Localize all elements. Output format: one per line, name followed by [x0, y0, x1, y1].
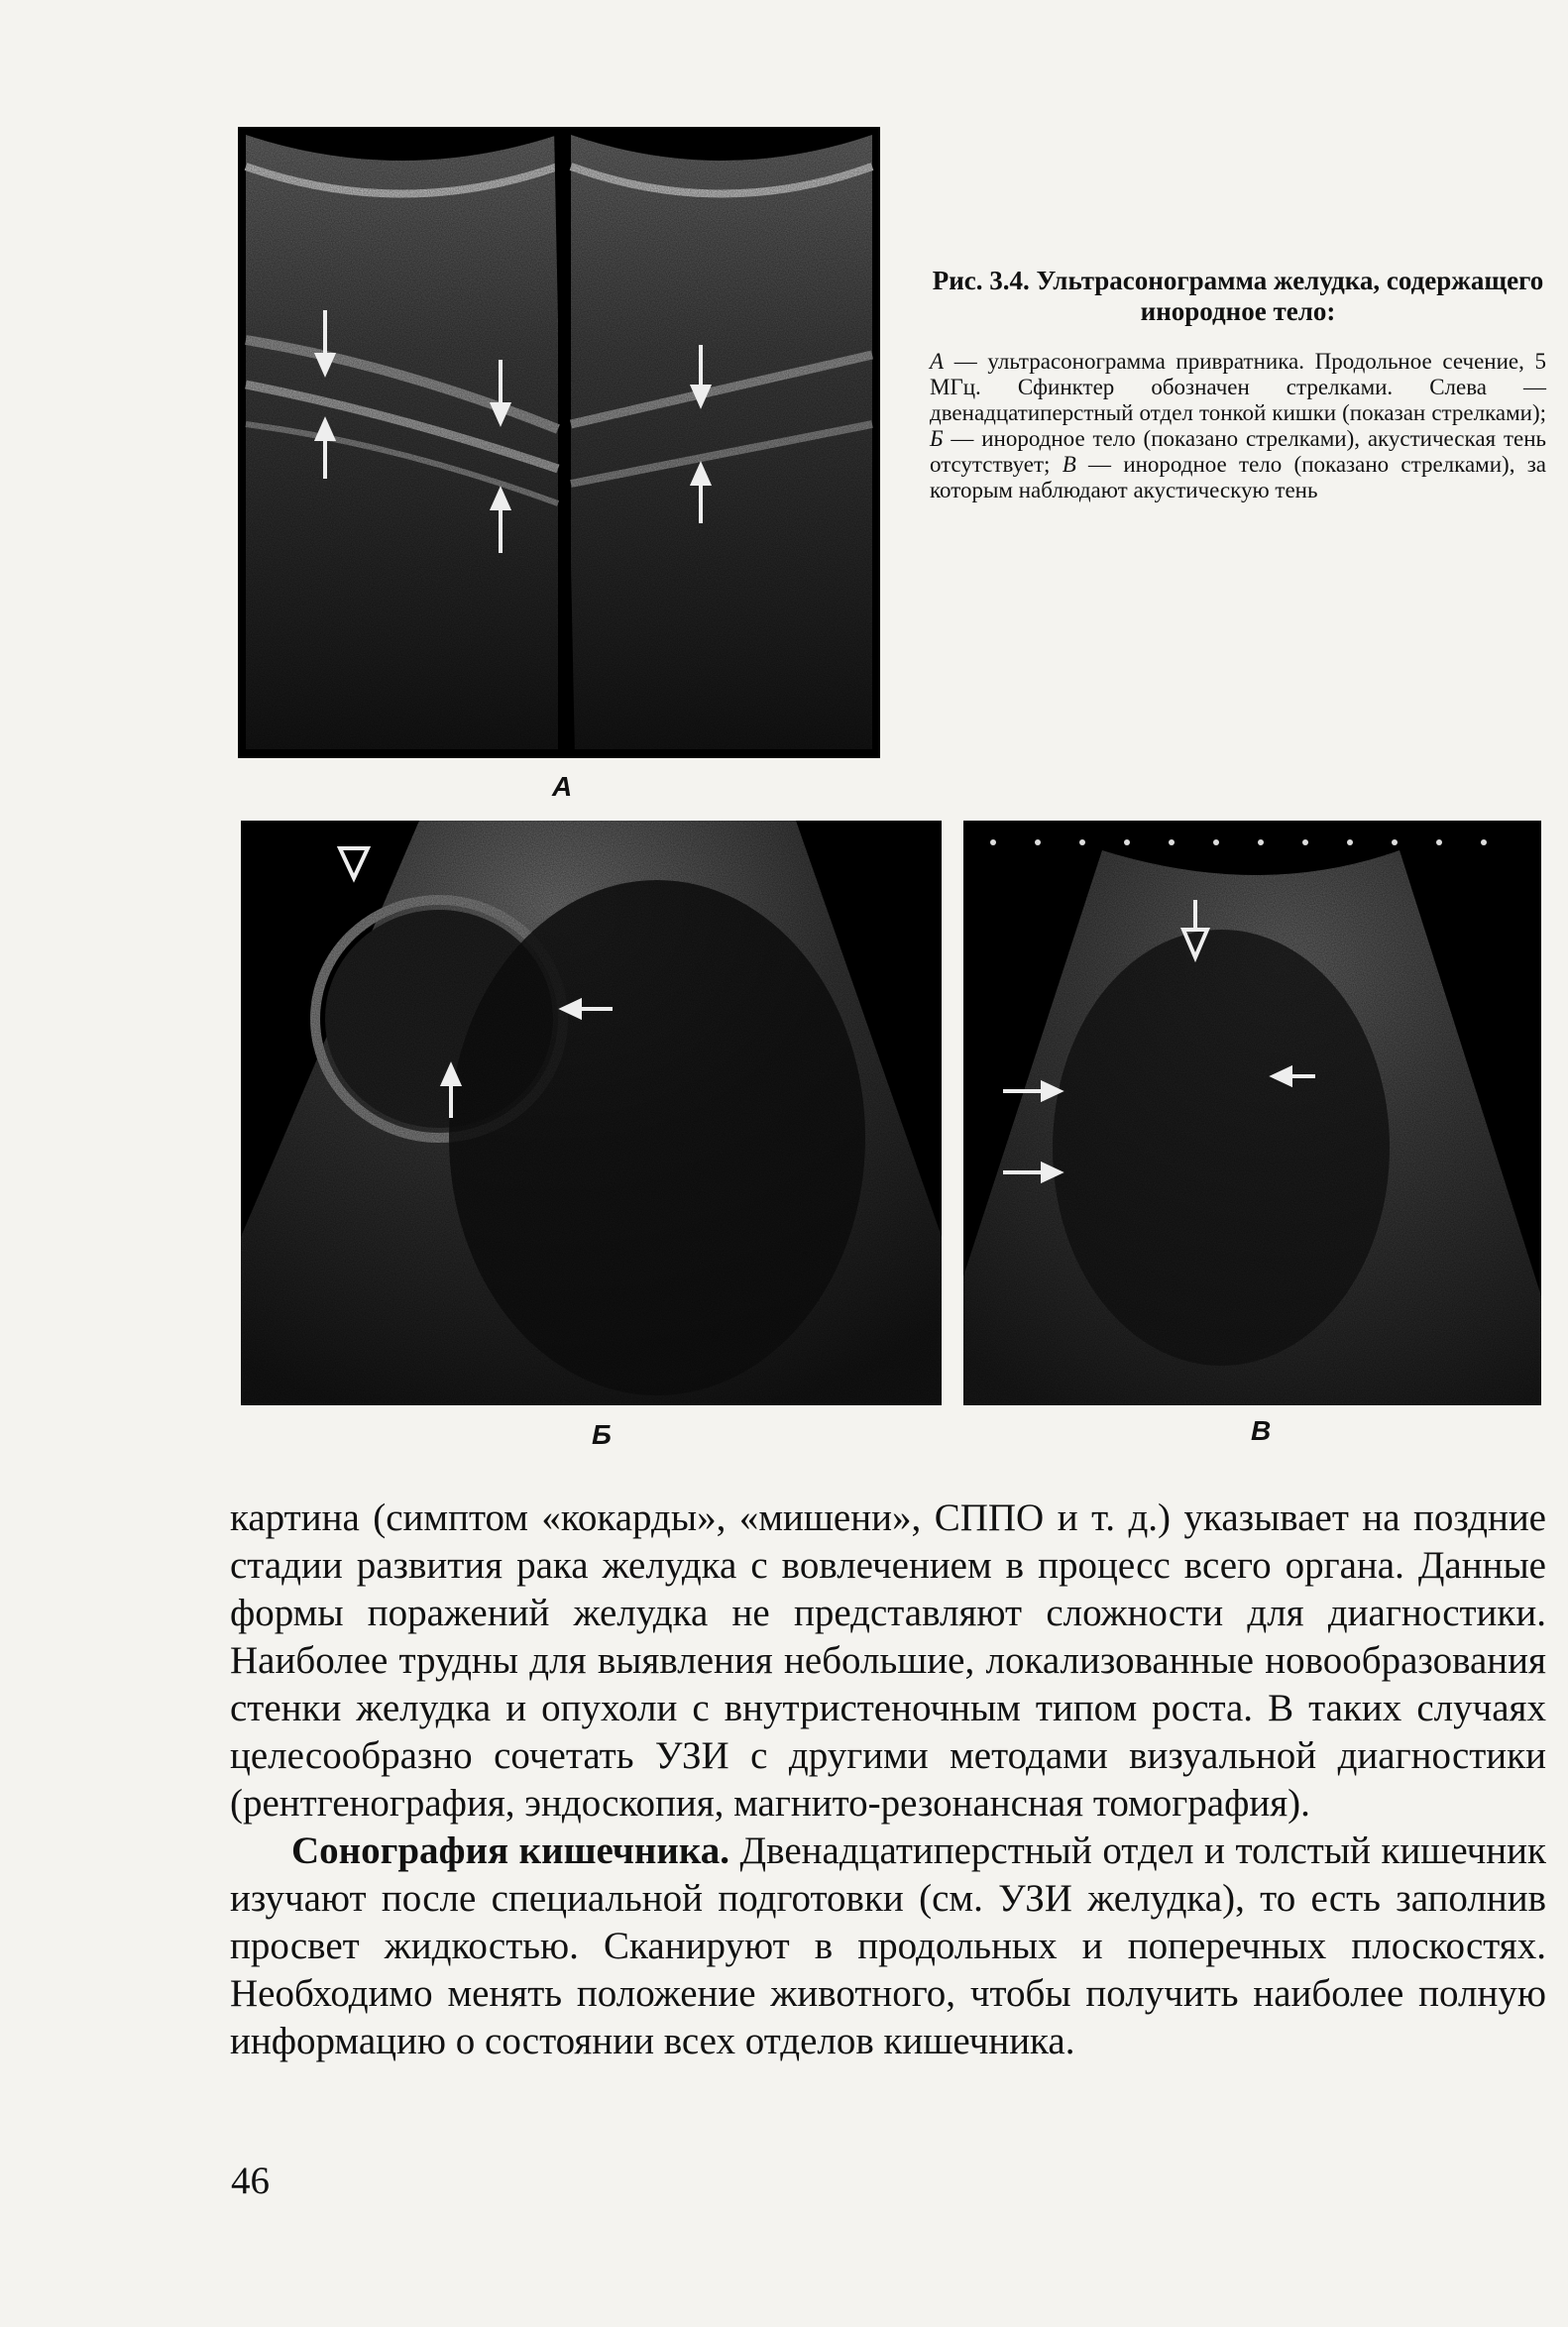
- figure-caption: [930, 266, 1546, 503]
- caption-text-a: — ультрасонограмма привратника. Продольное сечение, 5 МГц. Сфинктер обозначен стрелками. Слева — двенадцатиперстный отдел тонкой кишки (показан стрелками);: [930, 349, 1546, 425]
- panel-label-a: А: [552, 771, 573, 802]
- ultrasound-image-b: [241, 821, 942, 1405]
- section-heading-intestine: Сонография кишечника.: [291, 1829, 729, 1872]
- ultrasound-image-c: [963, 821, 1541, 1405]
- paragraph-2-text: Двенадцатиперстный отдел и толстый кишечник изучают после специальной подготовки (см. УЗИ желудка), то есть заполнив просвет жидкостью. Сканируют в продольных и поперечных плоскостях. Необходимо менять положение животного, чтобы получить наиболее полную информацию о состоянии всех отделов кишечника.: [230, 1829, 1546, 2062]
- body-text: [230, 1495, 1546, 2065]
- caption-label-b: Б: [930, 426, 944, 451]
- panel-label-c: В: [1251, 1415, 1272, 1446]
- paragraph-1: картина (симптом «кокарды», «мишени», СППО и т. д.) указывает на поздние стадии развития рака желудка с вовлечением в процесс всего органа. Данные формы поражений желудка не представляют сложности для диагностики. Наиболее трудны для выявления небольшие, локализованные новообразования стенки желудка и опухоли с внутристеночным типом роста. В таких случаях целесообразно сочетать УЗИ с другими методами визуальной диагностики (рентгенография, эндоскопия, магнито-резонансная томография).: [230, 1496, 1546, 1825]
- paragraph-2: [230, 1828, 1546, 2065]
- panel-label-b: Б: [592, 1419, 612, 1450]
- figure-title: Рис. 3.4. Ультрасонограмма желудка, содержащего инородное тело:: [932, 266, 1544, 326]
- caption-label-a: А: [930, 349, 945, 374]
- caption-label-c: В: [1062, 452, 1076, 477]
- figure-description: [930, 349, 1546, 503]
- caption-text-b: — инородное тело (показано стрелками), акустическая тень отсутствует;: [930, 426, 1546, 477]
- ultrasound-image-a: [238, 127, 880, 758]
- page-number: 46: [231, 2160, 270, 2202]
- caption-text-c: — инородное тело (показано стрелками), за которым наблюдают акустическую тень: [930, 452, 1546, 502]
